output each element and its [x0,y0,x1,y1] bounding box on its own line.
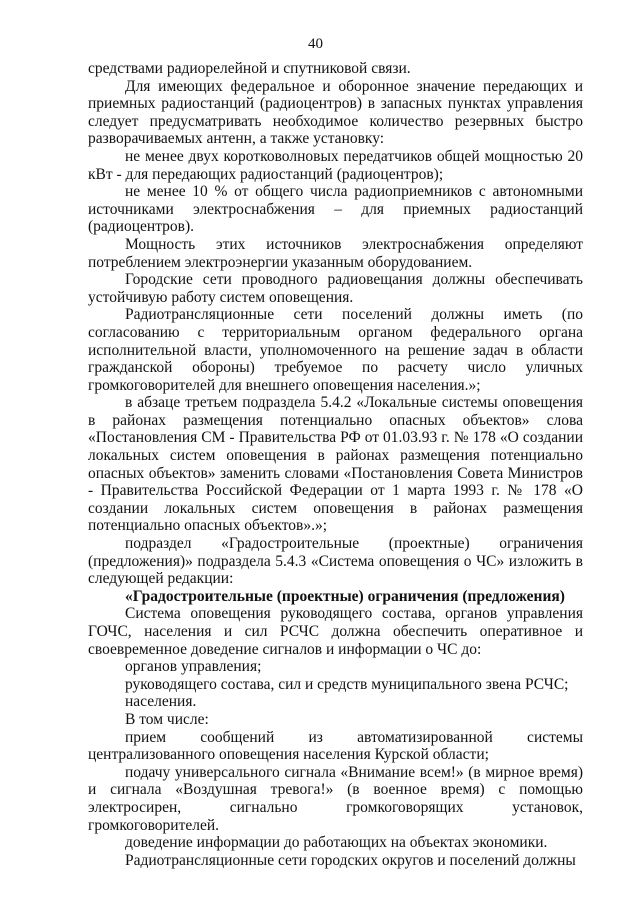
page-number: 40 [308,36,323,52]
paragraph: Мощность этих источников электроснабжения определяют потреблением электроэнергии указанным оборудованием. [88,235,583,271]
paragraph: руководящего состава, сил и средств муниципального звена РСЧС; [125,675,569,693]
document-body [88,60,583,869]
paragraph: подраздел «Градостроительные (проектные) ограничения (предложения)» подраздела 5.4.3 «Система оповещения о ЧС» изложить в следующей редакции: [88,535,583,588]
paragraph: Радиотрансляционные сети городских округов и поселений должны [125,851,576,869]
paragraph: доведение информации до работающих на объектах экономики. [125,834,548,852]
paragraph: В том числе: [125,710,209,728]
paragraph: населения. [125,693,197,711]
paragraph: в абзаце третьем подраздела 5.4.2 «Локальные системы оповещения в районах размещения потенциально опасных объектов» слова «Постановления СМ - Правительства РФ от 01.03.93 г. № 178 «О создании локальных систем оповещения в районах размещения потенциально опасных объектов» заменить словами «Постановления Совета Министров - Правительства Российской Федерации от 1 марта 1993 г. № 178 «О создании локальных систем оповещения в районах размещения потенциально опасных объектов».»; [88,394,583,535]
paragraph: прием сообщений из автоматизированной системы централизованного оповещения населения Курской области; [88,728,583,764]
paragraph: органов управления; [125,658,262,676]
paragraph: Радиотрансляционные сети поселений должны иметь (по согласованию с территориальным органом федерального органа исполнительной власти, уполномоченного на решение задач в области гражданской обороны) требуемое по расчету число уличных громкоговорителей для внешнего оповещения населения.»; [88,306,583,394]
section-heading: «Градостроительные (проектные) ограничения (предложения) [125,587,565,605]
paragraph: Городские сети проводного радиовещания должны обеспечивать устойчивую работу систем оповещения. [88,271,583,306]
paragraph: подачу универсального сигнала «Внимание всем!» (в мирное время) и сигнала «Воздушная тревога!» (в военное время) с помощью электросирен, сигнально громкоговорящих установок, громкоговорителей. [88,763,583,834]
paragraph: средствами радиорелейной и спутниковой связи. [88,60,411,77]
paragraph: Для имеющих федеральное и оборонное значение передающих и приемных радиостанций (радиоцентров) в запасных пунктах управления следует предусматривать необходимое количество резервных быстро разворачиваемых антенн, а также установку: [88,77,583,148]
paragraph: не менее 10 % от общего числа радиоприемников с автономными источниками электроснабжения – для приемных радиостанций (радиоцентров). [88,183,583,236]
paragraph: не менее двух коротковолновых передатчиков общей мощностью 20 кВт - для передающих радиостанций (радиоцентров); [88,147,583,183]
paragraph: Система оповещения руководящего состава, органов управления ГОЧС, населения и сил РСЧС должна обеспечить оперативное и своевременное доведение сигналов и информации о ЧС до: [88,605,583,658]
